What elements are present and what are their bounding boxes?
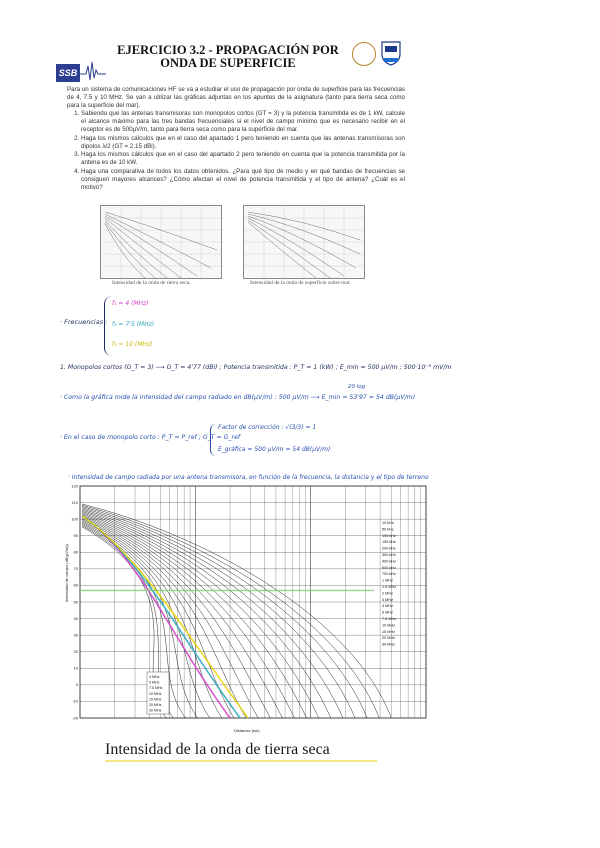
answer-line-3: · En el caso de monopolo corto : P_T = P_ref ; G_T = G_ref [60, 434, 241, 441]
y-tick-label: -20 [72, 715, 78, 721]
statement-item: 3. Haga los mismos cálculos que en el caso del apartado 2 pero teniendo en cuenta que la potencia transmitida por la antena es de 10 kW. [81, 151, 405, 167]
legend-item: 10 kHz [382, 521, 394, 525]
answer-conversion-note: 20·log [348, 384, 366, 390]
legend-item: 150 kHz [382, 540, 396, 545]
title-line-1: EJERCICIO 3.2 - PROPAGACIÓN POR [117, 43, 339, 57]
y-tick-label: -10 [72, 698, 78, 704]
answer-line-4: · Intensidad de campo radiada por una antena transmisora, en función de la frecuencia, la distancia y el tipo de terreno [68, 474, 429, 481]
y-tick-label: 50 [73, 599, 78, 605]
frequency-3: f₃ = 10 (MHz) [112, 341, 153, 348]
legend-left-item: 10 MHz [149, 691, 162, 696]
legend-item: 5 MHz [382, 610, 393, 615]
legend-left-item: 7.5 MHz [149, 686, 163, 691]
frequency-2: f₂ = 7'5 (MHz) [112, 321, 155, 328]
legend-left-item: 15 MHz [149, 697, 162, 702]
legend-left-item: 30 MHz [149, 708, 162, 713]
caption-highlight [105, 760, 377, 762]
legend-item: 400 kHz [382, 559, 396, 564]
mini-caption-left: Intensidad de la onda de tierra seca. [112, 280, 191, 286]
legend-left-item: 20 MHz [149, 703, 162, 707]
legend-item: 500 kHz [382, 565, 396, 570]
y-tick-label: 20 [73, 649, 78, 655]
y-tick-label: 100 [71, 516, 78, 522]
statement-item: 1. Sabiendo que las antenas transmisoras son monopolos cortos (GT = 3) y la potencia transmitida es de 1 kW, calcule el alcance máximo para las tres bandas frecuenciales si el nivel de campo mínimo que es necesario recibir en el receptor es de 500µV/m, tanto para tierra seca como para la superficie del mar. [81, 110, 405, 133]
legend-item: 2 MHz [382, 591, 393, 596]
statement-item: 4. Haga una comparativa de todos los datos obtenidos. ¿Para qué tipo de medio y en qué bandas de frecuencias se consiguen mayores alcances? ¿Cómo afectan el nivel de potencia transmitida y el tipo de antena? ¿Cuál es el motivo? [81, 168, 405, 191]
frequency-1: f₁ = 4 (MHz) [112, 300, 149, 307]
y-tick-label: 70 [73, 566, 78, 572]
legend-item: 1.5 MHz [382, 585, 397, 589]
correction-factor: Factor de corrección : √(3/3) = 1 [218, 424, 317, 431]
legend-item: 700 kHz [382, 572, 396, 577]
y-tick-labels [71, 483, 78, 720]
legend-item: 200 kHz [382, 546, 396, 551]
statement-intro: Para un sistema de comunicaciones HF se va a estudiar el uso de propagación por onda de superficie para las frecuencias de 4, 7.5 y 10 MHz. Se van a utilizar las gráficas adjuntas en los apuntes de la asignatura (tanto para tierra seca como para la superficie del mar). [67, 86, 405, 109]
ground-wave-chart [64, 482, 444, 738]
legend-item: 20 MHz [382, 636, 396, 641]
legend-item: 1 MHz [382, 578, 393, 583]
frequencies-label: · Frecuencias : [60, 318, 108, 326]
mini-caption-right: Intensidad de la onda de superficie sobre mar. [250, 280, 351, 286]
y-tick-label: 90 [73, 533, 78, 539]
legend-item: 50 kHz [382, 527, 394, 532]
legend-item: 4 MHz [382, 604, 393, 609]
legend-item: 100 kHz [382, 533, 396, 538]
legend-item: 10 MHz [382, 623, 396, 628]
seal-icon [352, 42, 376, 66]
y-tick-label: 30 [73, 632, 78, 638]
chart-caption: Intensidad de la onda de tierra seca [105, 741, 330, 758]
mini-chart-dry-ground [100, 205, 222, 279]
y-tick-label: 40 [73, 615, 78, 621]
signal-wave-icon [80, 60, 106, 82]
y-tick-label: 80 [73, 549, 78, 555]
ssb-logo: SSB [56, 64, 80, 82]
title-line-2: ONDA DE SUPERFICIE [160, 56, 296, 70]
legend-item: 15 MHz [382, 629, 396, 634]
legend-item: 300 kHz [382, 553, 396, 557]
answer-line-2: · Como la gráfica mide la intensidad del campo radiado en dB(µV/m) : 500 µV/m ⟶ E_min = 53'97 ≈ 54 dB(µV/m) [60, 394, 416, 401]
page-title [108, 44, 348, 70]
answer-line-1: 1. Monopolos cortos (G_T = 3) ⟶ G_T = 4'77 (dBi) ; Potencia transmitida : P_T = 1 (kW) ; E_min = 500 µV/m ; 500·10⁻⁶ mV/m [60, 364, 452, 371]
y-tick-label: 10 [73, 665, 78, 671]
y-axis-label: Intensidad de campo (dB(µV/m)) [64, 544, 69, 602]
x-axis-label: Distancia (km) [234, 728, 260, 733]
brace-2 [210, 424, 217, 456]
university-crest-icon [380, 40, 402, 66]
y-tick-label: 110 [71, 499, 78, 505]
statement-item: 2. Haga los mismos cálculos que en el caso del apartado 1 pero teniendo en cuenta que las antenas transmisoras son dipolos λ/2 (GT = 2.15 dBi). [81, 135, 405, 151]
legend-left-item: 4 MHz [149, 675, 160, 679]
legend-item: 30 MHz [382, 642, 396, 647]
legend-item: 3 MHz [382, 597, 393, 602]
y-tick-label: 0 [75, 682, 78, 688]
graph-field-value: E_gráfica = 500 µV/m = 54 dB(µV/m) [218, 446, 331, 453]
y-tick-label: 120 [71, 483, 78, 489]
mini-chart-sea [243, 205, 365, 279]
legend-left-item: 5 MHz [149, 680, 160, 685]
legend-item: 7.5 MHz [382, 617, 397, 621]
y-tick-label: 60 [73, 582, 78, 588]
statement-list [67, 110, 405, 191]
exercise-statement [67, 86, 405, 192]
